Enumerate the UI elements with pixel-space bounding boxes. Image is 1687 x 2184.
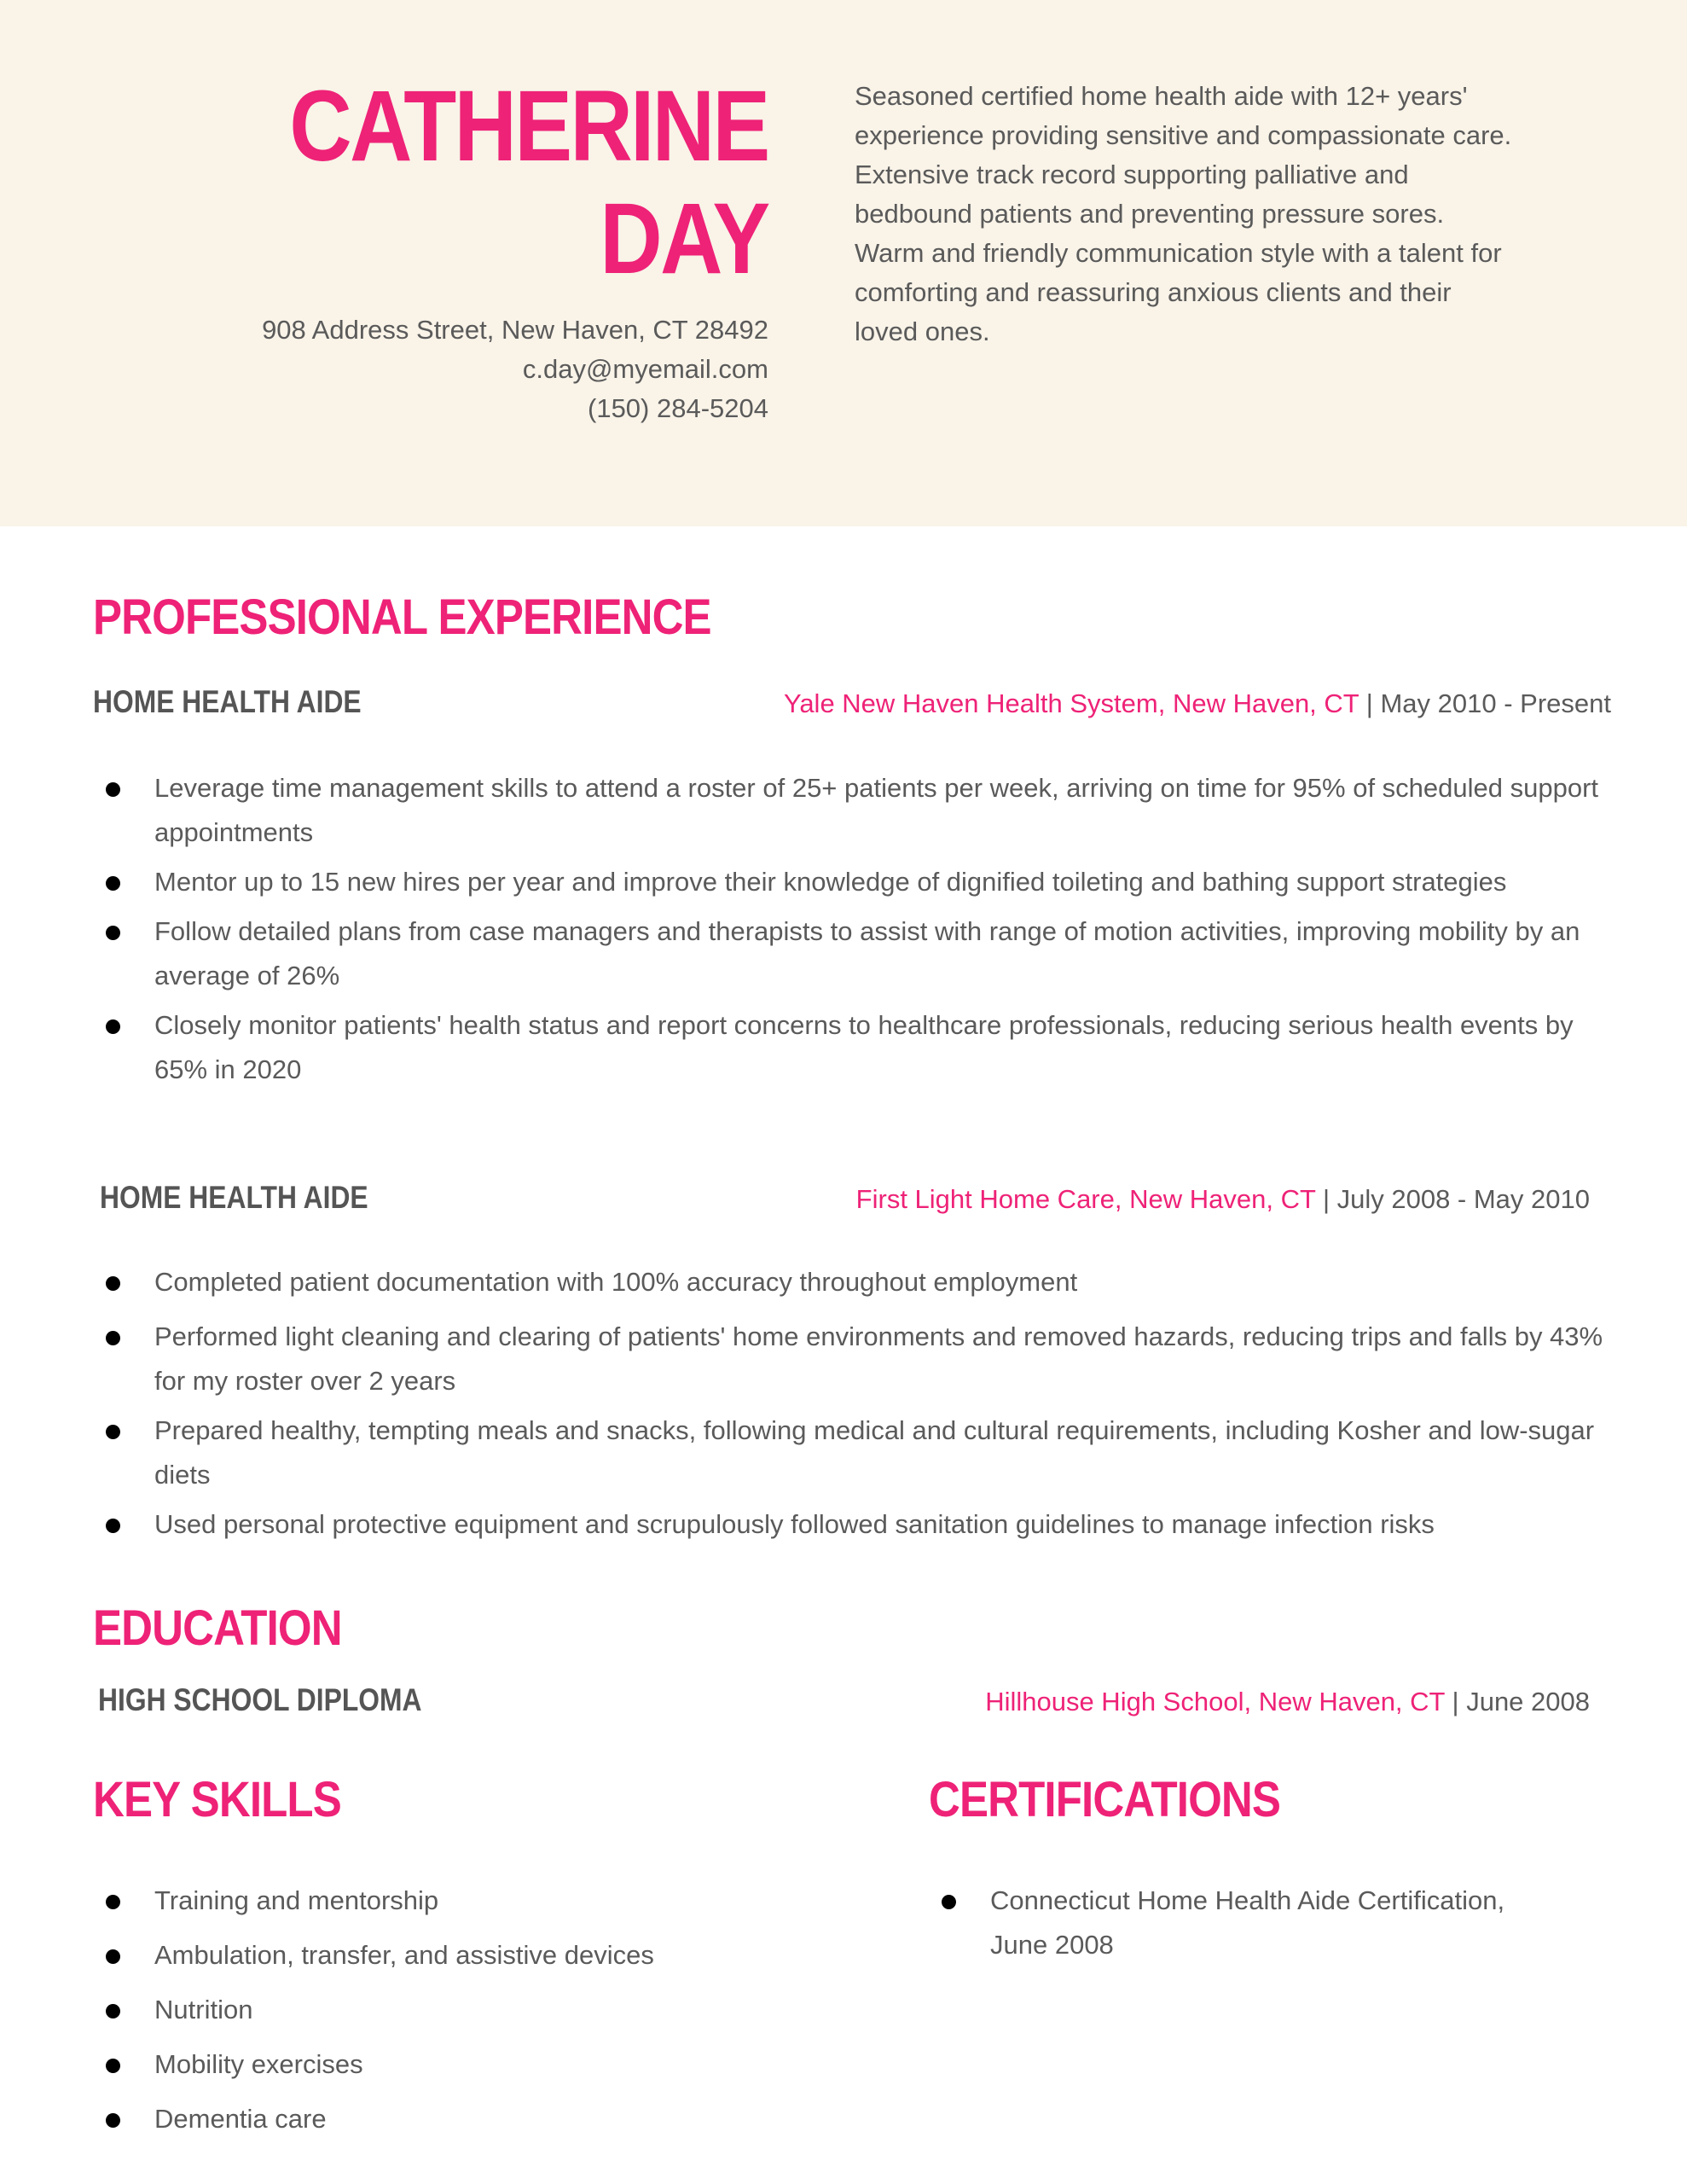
address: 908 Address Street, New Haven, CT 28492: [262, 315, 768, 345]
contact-info: [262, 311, 768, 428]
job-2-header: [100, 1180, 1590, 1216]
list-item: Ambulation, transfer, and assistive devices: [106, 1933, 873, 1978]
list-item: Connecticut Home Health Aide Certification, June 2008: [942, 1879, 1556, 1967]
email: c.day@myemail.com: [522, 354, 768, 384]
job-meta: [856, 1184, 1590, 1215]
list-item: Closely monitor patients' health status and report concerns to healthcare professionals, reducing serious health events by 65% in 2020: [106, 1003, 1611, 1092]
list-item: Leverage time management skills to attend a roster of 25+ patients per week, arriving on time for 95% of scheduled support appointments: [106, 766, 1611, 855]
job-meta: [784, 688, 1611, 719]
job-1-header: [93, 684, 1611, 720]
list-item: Completed patient documentation with 100% accuracy throughout employment: [106, 1260, 1611, 1304]
job-2-bullets: [106, 1260, 1611, 1552]
certifications-heading: CERTIFICATIONS: [929, 1772, 1281, 1827]
job-title: HOME HEALTH AIDE: [100, 1180, 368, 1215]
certifications-list: [942, 1879, 1556, 1972]
list-item: Nutrition: [106, 1988, 873, 2032]
phone: (150) 284-5204: [588, 393, 768, 423]
skills-list: [106, 1879, 873, 2152]
list-item: Follow detailed plans from case managers and therapists to assist with range of motion activities, improving mobility by an average of 26%: [106, 909, 1611, 998]
education-heading: EDUCATION: [93, 1600, 342, 1656]
summary: Seasoned certified home health aide with 12+ years' experience providing sensitive and compassionate care. Extensive track record supporting palliative and bedbound patients and preventing pressure sores. Warm and friendly communication style with a talent for comforting and reassuring anxious clients and their loved ones.: [855, 81, 1512, 346]
skills-heading: KEY SKILLS: [93, 1772, 341, 1827]
dates: | May 2010 - Present: [1359, 688, 1611, 718]
company: Yale New Haven Health System, New Haven, CT: [783, 688, 1359, 718]
list-item: Performed light cleaning and clearing of patients' home environments and removed hazards, reducing trips and falls by 43% for my roster over 2 years: [106, 1315, 1611, 1403]
name-last: DAY: [600, 183, 768, 295]
job-1-bullets: [106, 766, 1611, 1097]
date: | June 2008: [1444, 1687, 1590, 1716]
list-item: Mobility exercises: [106, 2042, 873, 2087]
candidate-name: [290, 70, 768, 295]
list-item: Used personal protective equipment and scrupulously followed sanitation guidelines to manage infection risks: [106, 1502, 1611, 1547]
list-item: Mentor up to 15 new hires per year and improve their knowledge of dignified toileting and bathing support strategies: [106, 860, 1611, 904]
company: First Light Home Care, New Haven, CT: [855, 1184, 1316, 1214]
education-meta: [985, 1687, 1590, 1717]
dates: | July 2008 - May 2010: [1315, 1184, 1590, 1214]
education-row: [98, 1682, 1590, 1718]
degree: HIGH SCHOOL DIPLOMA: [98, 1682, 422, 1717]
experience-heading: PROFESSIONAL EXPERIENCE: [93, 590, 711, 645]
name-first: CATHERINE: [289, 70, 768, 183]
list-item: Training and mentorship: [106, 1879, 873, 1923]
list-item: Prepared healthy, tempting meals and snacks, following medical and cultural requirements, including Kosher and low-sugar diets: [106, 1409, 1611, 1497]
school: Hillhouse High School, New Haven, CT: [985, 1687, 1445, 1716]
list-item: Dementia care: [106, 2097, 873, 2141]
job-title: HOME HEALTH AIDE: [93, 684, 362, 719]
